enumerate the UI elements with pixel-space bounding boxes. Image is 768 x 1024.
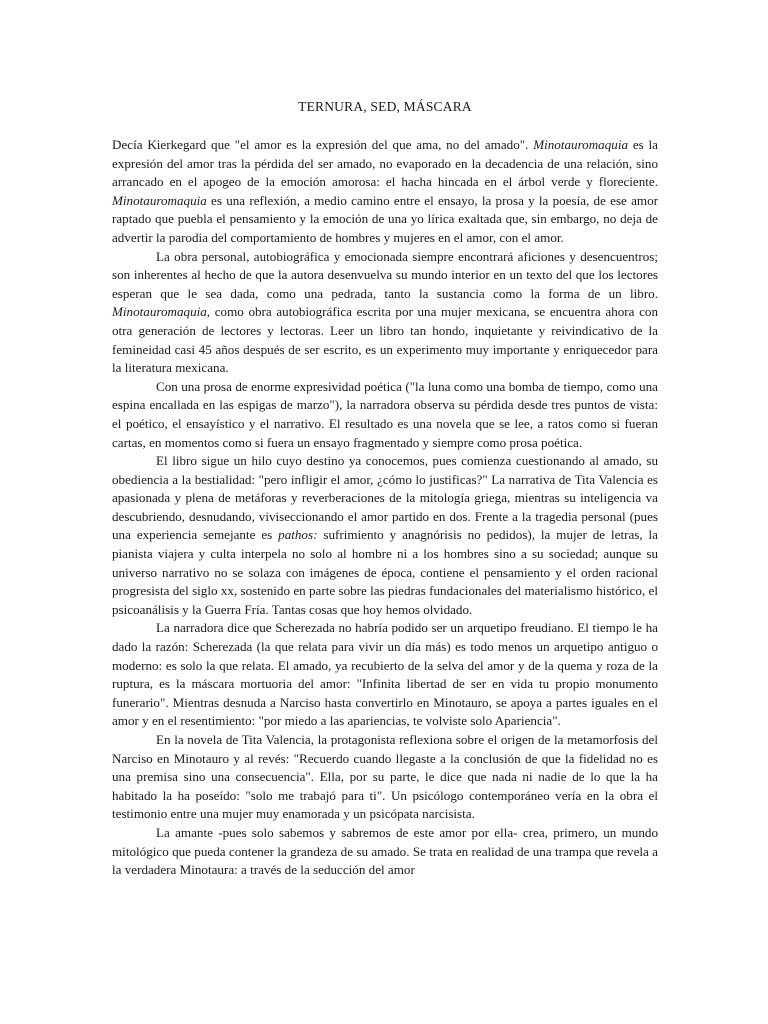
text-segment: sufrimiento y anagnórisis no pedidos), la mujer de letras, la pianista viajera y culta interpela no solo al hombre ni a los hombres sino a su sociedad; aunque su universo narrativo no se solaza con imágenes de época, contiene el pensamiento y el orden racional progresista del siglo xx, sostenido en parte sobre las piedras fundacionales del materialismo histórico, el psicoanálisis y la Guerra Fría. Tantas cosas que hoy hemos olvidado. xyxy=(112,527,658,617)
text-segment: La obra personal, autobiográfica y emocionada siempre encontrará aficiones y desencuentros; son inherentes al hecho de que la autora desenvuelva su mundo interior en un texto del que los lectores esperan que le sea dada, como una pedrada, tanto la sustancia como la forma de un libro. xyxy=(112,248,658,301)
text-segment: La narradora dice que Scherezada no habría podido ser un arquetipo freudiano. El tiempo le ha dado la razón: Scherezada (la que relata para vivir un día más) es todo menos un arquetipo antiguo o moderno: es solo la que relata. El amado, ya recubierto de la selva del amor y de la quema y roza de la ruptura, es la máscara mortuoria del amor: "Infinita libertad de ser en vida tu propio monumento funerario". Mientras desnuda a Narciso hasta convertirlo en Minotauro, se apoya a partes iguales en el amor y en el resentimiento: "por miedo a las apariencias, te volviste solo Apariencia". xyxy=(112,620,658,729)
paragraph xyxy=(112,378,658,452)
document-title: TERNURA, SED, MÁSCARA xyxy=(298,99,472,114)
paragraph xyxy=(112,731,658,824)
text-segment: La amante -pues solo sabemos y sabremos de este amor por ella- crea, primero, un mundo mitológico que pueda contener la grandeza de su amado. Se trata en realidad de una trampa que revela a la verdadera Minotaura: a través de la seducción del amor xyxy=(112,824,658,878)
text-segment: El libro sigue un hilo cuyo destino ya conocemos, pues comienza cuestionando al amado, su obediencia a la bestialidad: "pero infligir el amor, ¿cómo lo justificas?" La narrativa de Tita Valencia es apasionada y plena de metáforas y reverberaciones de la mitología griega, mientras su inteligencia va descubriendo, desnudando, viviseccionando el amor partido en dos. Frente a la tragedia personal (pues una experiencia semejante es xyxy=(112,453,658,543)
text-segment: es una reflexión, a medio camino entre el ensayo, la prosa y la poesía, de ese amor raptado que puebla el pensamiento y la emoción de una yo lírica exaltada que, sin embargo, no deja de advertir la parodia del comportamiento de hombres y mujeres en el amor, con el amor. xyxy=(112,192,658,245)
text-segment: Con una prosa de enorme expresividad poética ("la luna como una bomba de tiempo, como una espina encallada en las espigas de marzo"), la narradora observa su pérdida desde tres puntos de vista: el poético, el ensayístico y el narrativo. El resultado es una novela que se lee, a ratos como si fueran cartas, en momentos como si fuera un ensayo fragmentado y siempre como prosa poética. xyxy=(112,378,658,450)
document-page xyxy=(112,98,658,880)
paragraph xyxy=(112,452,658,619)
paragraph xyxy=(112,619,658,731)
italic-text: pathos: xyxy=(278,527,318,543)
document-body xyxy=(112,136,658,880)
paragraph xyxy=(112,248,658,378)
italic-text: Minotauromaquia xyxy=(112,192,207,208)
paragraph xyxy=(112,824,658,880)
text-segment: Decía Kierkegard que "el amor es la expresión del que ama, no del amado". xyxy=(112,137,534,152)
paragraph xyxy=(112,136,658,248)
text-segment: es la expresión del amor tras la pérdida del ser amado, no evaporado en la decadencia de una relación, sino arrancado en el apogeo de la emoción amorosa: el hacha hincada en el árbol verde y floreciente. xyxy=(112,137,658,190)
text-segment: como obra autobiográfica escrita por una mujer mexicana, se encuentra ahora con otra generación de lectores y lectoras. Leer un libro tan hondo, inquietante y reivindicativo de la femineidad casi 45 años después de ser escrito, es un experimento muy importante y enriquecedor para la literatura mexicana. xyxy=(112,304,658,376)
italic-text: Minotauromaquia, xyxy=(112,304,211,320)
italic-text: Minotauromaquia xyxy=(533,137,629,152)
text-segment: En la novela de Tita Valencia, la protagonista reflexiona sobre el origen de la metamorfosis del Narciso en Minotauro y al revés: "Recuerdo cuando llegaste a la conclusión de que la fidelidad no es una premisa sino una consecuencia". Ella, por su parte, le dice que nada ni nadie de lo que la ha habitado la ha poseído: "solo me trabajó para ti". Un psicólogo contemporáneo vería en la obra el testimonio entre una mujer muy enamorada y un psicópata narcisista. xyxy=(112,732,658,822)
